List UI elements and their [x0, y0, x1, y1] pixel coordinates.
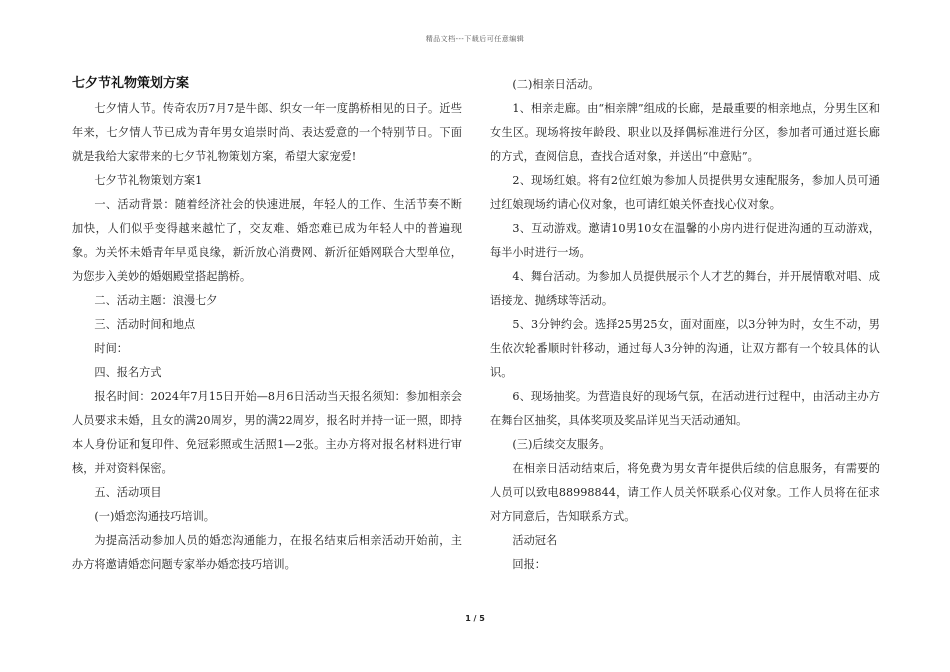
matchmaker-paragraph: 2、现场红娘。将有2位红娘为参加人员提供男女速配服务，参加人员可通过红娘现场约请心仪对象，也可请红娘关怀查找心仪对象。 — [490, 174, 880, 211]
games-paragraph: 3、互动游戏。邀请10男10女在温馨的小房内进行促进沟通的互动游戏，每半小时进行一场。 — [490, 222, 880, 259]
left-column — [72, 73, 462, 577]
intro-paragraph: 七夕情人节。传奇农历7月7是牛郎、织女一年一度鹊桥相见的日子。近些年来，七夕情人节已成为青年男女追崇时尚、表达爱意的一个特别节日。下面就是我给大家带来的七夕节礼物策划方案，希望大家宠爱! — [72, 102, 462, 163]
lottery-paragraph: 6、现场抽奖。为营造良好的现场气氛，在活动进行过程中，由活动主办方在舞台区抽奖，具体奖项及奖品详见当天活动通知。 — [490, 390, 880, 427]
document-title: 七夕节礼物策划方案 — [72, 76, 190, 91]
naming-rights-heading: 活动冠名 — [512, 534, 558, 547]
background-paragraph: 一、活动背景：随着经济社会的快速进展，年轻人的工作、生活节奏不断加快，人们似乎变得越来越忙了，交友难、婚恋难已成为年轻人中的普遍现象。为关怀未婚青年早觅良缘，新沂放心消费网、新沂征婚网联合大型单位，为您步入美妙的婚姻殿堂搭起鹊桥。 — [72, 198, 462, 283]
rewards-heading: 回报： — [512, 558, 546, 571]
time-paragraph: 时间： — [94, 342, 128, 355]
corridor-paragraph: 1、相亲走廊。由“相亲牌”组成的长廊，是最重要的相亲地点，分男生区和女生区。现场将按年龄段、职业以及择偶标准进行分区，参加者可通过逛长廊的方式，查阅信息，查找合适对象，并送出“中意贴”。 — [490, 102, 880, 163]
training-paragraph: 为提高活动参加人员的婚恋沟通能力，在报名结束后相亲活动开始前，主办方将邀请婚恋问题专家举办婚恋技巧培训。 — [72, 534, 462, 571]
theme-paragraph: 二、活动主题：浪漫七夕 — [94, 294, 218, 307]
right-column — [490, 73, 880, 577]
page-header-note: 精品文档---下载后可任意编辑 — [425, 35, 525, 43]
matchmaking-day-heading: (二)相亲日活动。 — [512, 78, 600, 91]
speed-dating-paragraph: 5、3分钟约会。选择25男25女，面对面座，以3分钟为时，女生不动，男生依次轮番顺时针移动，通过每人3分钟的沟通，让双方都有一个较具体的认识。 — [490, 318, 880, 379]
training-heading: (一)婚恋沟通技巧培训。 — [94, 510, 215, 523]
time-location-heading: 三、活动时间和地点 — [94, 318, 196, 331]
follow-up-heading: (三)后续交友服务。 — [512, 438, 611, 451]
follow-up-paragraph: 在相亲日活动结束后，将免费为男女青年提供后续的信息服务，有需要的人员可以致电88998844，请工作人员关怀联系心仪对象。工作人员将在征求对方同意后，告知联系方式。 — [490, 462, 880, 523]
page-number: 1 / 5 — [465, 614, 485, 623]
registration-heading: 四、报名方式 — [94, 366, 162, 379]
stage-paragraph: 4、舞台活动。为参加人员提供展示个人才艺的舞台，并开展情歌对唱、成语接龙、抛绣球等活动。 — [490, 270, 880, 307]
registration-paragraph: 报名时间：2024年7月15日开始—8月6日活动当天报名须知：参加相亲会人员要求未婚，且女的满20周岁，男的满22周岁，报名时并持一证一照，即持本人身份证和复印件、免冠彩照或生活照1—2张。主办方将对报名材料进行审核，并对资料保密。 — [72, 390, 462, 475]
plan-heading: 七夕节礼物策划方案1 — [94, 174, 203, 187]
activities-heading: 五、活动项目 — [94, 486, 162, 499]
